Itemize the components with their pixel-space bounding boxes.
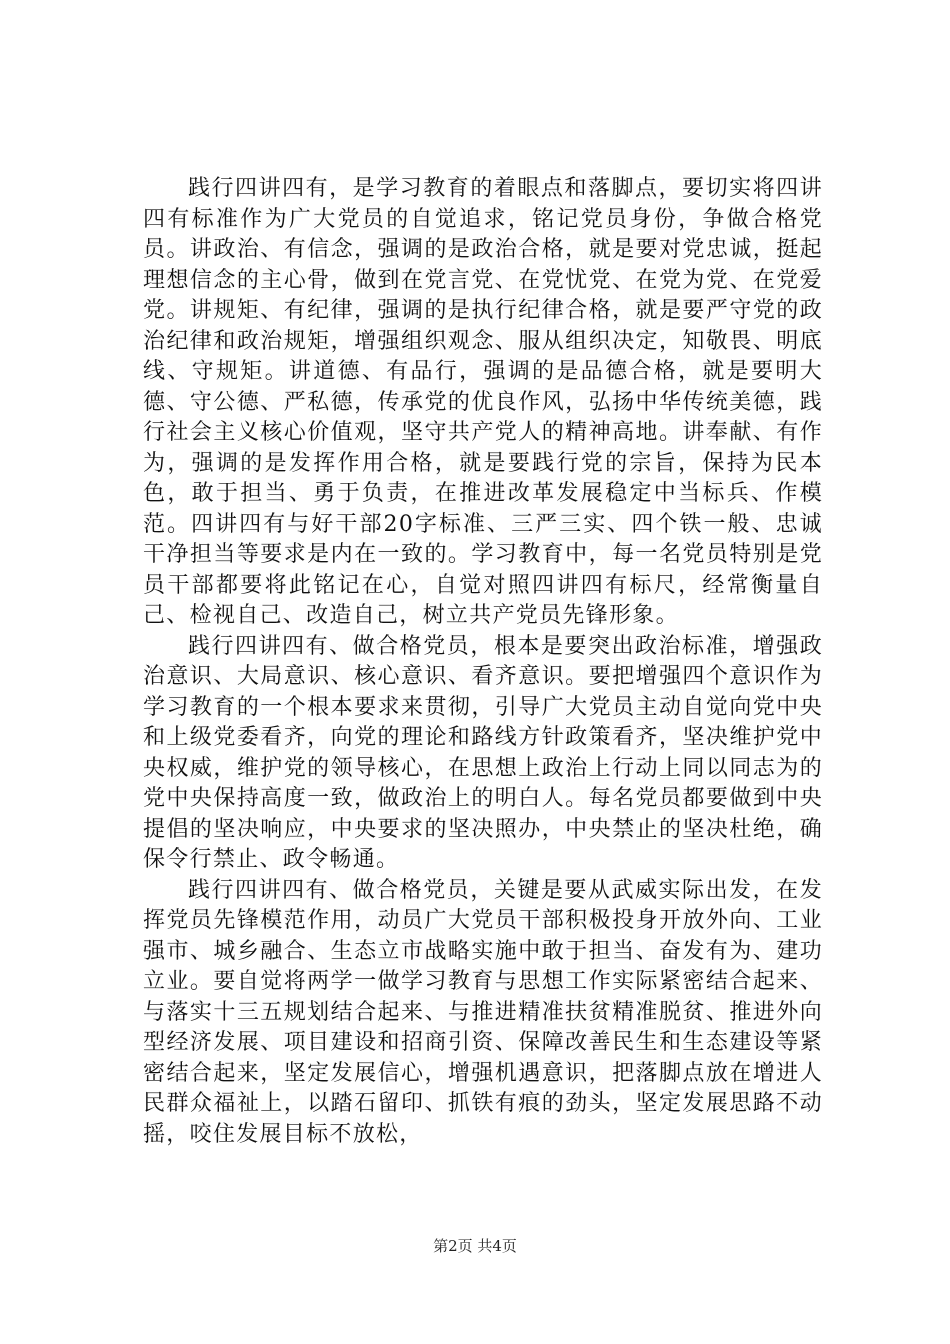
paragraph-3: 践行四讲四有、做合格党员，关键是要从武威实际出发，在发挥党员先锋模范作用，动员广大党员干部积极投身开放外向、工业强市、城乡融合、生态立市战略实施中敢于担当、奋发有为、建功立业。要自觉将两学一做学习教育与思想工作实际紧密结合起来、与落实十三五规划结合起来、与推进精准扶贫精准脱贫、推进外向型经济发展、项目建设和招商引资、保障改善民生和生态建设等紧密结合起来，坚定发展信心，增强机遇意识，把落脚点放在增进人民群众福祉上，以踏石留印、抓铁有痕的劲头，坚定发展思路不动摇，咬住发展目标不放松， [143,877,823,1147]
paragraph-1: 践行四讲四有，是学习教育的着眼点和落脚点，要切实将四讲四有标准作为广大党员的自觉追求，铭记党员身份，争做合格党员。讲政治、有信念，强调的是政治合格，就是要对党忠诚，挺起理想信念的主心骨，做到在党言党、在党忧党、在党为党、在党爱党。讲规矩、有纪律，强调的是执行纪律合格，就是要严守党的政治纪律和政治规矩，增强组织观念、服从组织决定，知敬畏、明底线、守规矩。讲道德、有品行，强调的是品德合格，就是要明大德、守公德、严私德，传承党的优良作风，弘扬中华传统美德，践行社会主义核心价值观，坚守共产党人的精神高地。讲奉献、有作为，强调的是发挥作用合格，就是要践行党的宗旨，保持为民本色，敢于担当、勇于负责，在推进改革发展稳定中当标兵、作模范。四讲四有与好干部20字标准、三严三实、四个铁一般、忠诚干净担当等要求是内在一致的。学习教育中，每一名党员特别是党员干部都要将此铭记在心，自觉对照四讲四有标尺，经常衡量自己、检视自己、改造自己，树立共产党员先锋形象。 [143,176,823,628]
page-footer: 第2页 共4页 [433,1237,517,1255]
paragraph-2: 践行四讲四有、做合格党员，根本是要突出政治标准，增强政治意识、大局意识、核心意识、看齐意识。要把增强四个意识作为学习教育的一个根本要求来贯彻，引导广大党员主动自觉向党中央和上级党委看齐，向党的理论和路线方针政策看齐，坚决维护党中央权威，维护党的领导核心，在思想上政治上行动上同以同志为的党中央保持高度一致，做政治上的明白人。每名党员都要做到中央提倡的坚决响应，中央要求的坚决照办，中央禁止的坚决杜绝，确保令行禁止、政令畅通。 [143,633,823,872]
body-text [143,174,823,1150]
